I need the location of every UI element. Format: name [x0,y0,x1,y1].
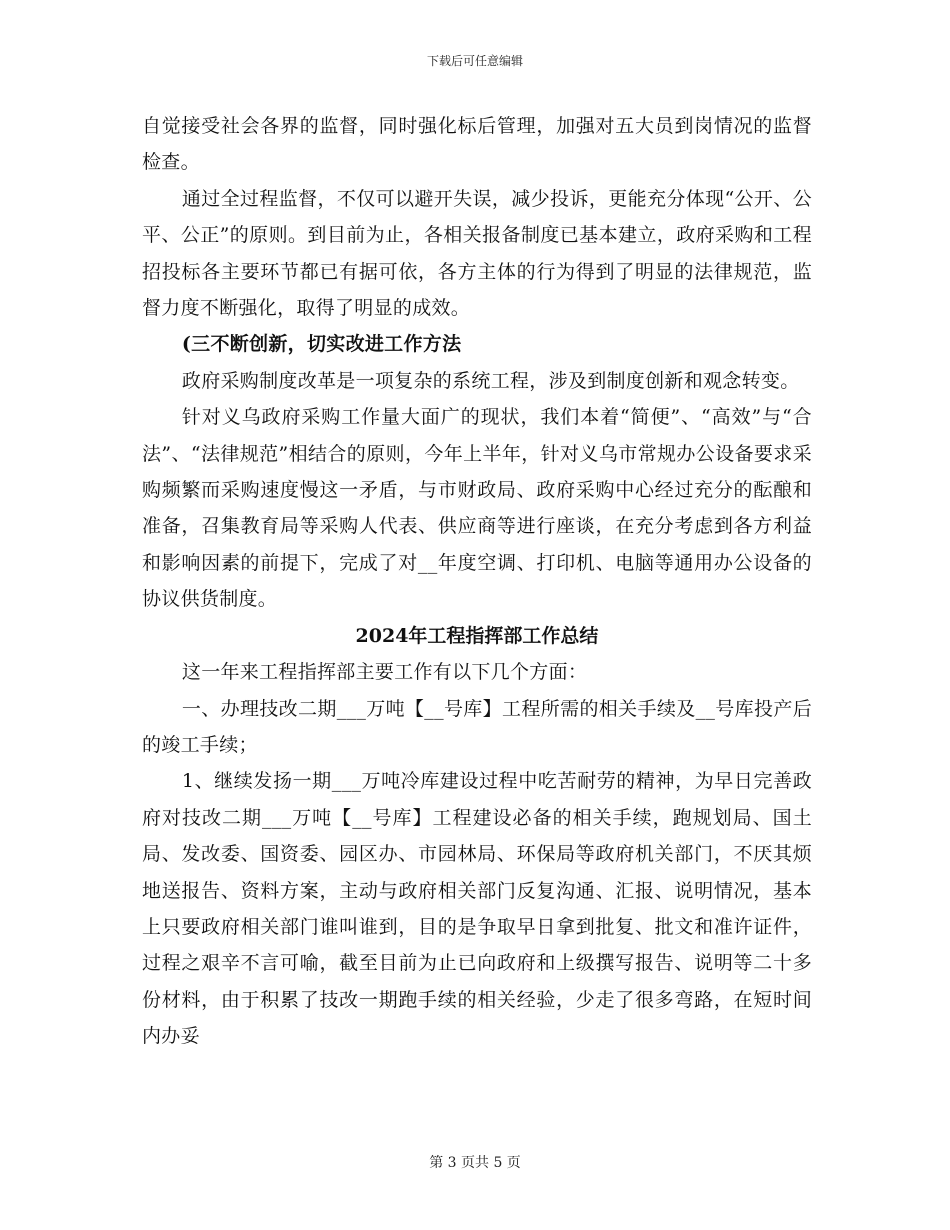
paragraph-supervision: 自觉接受社会各界的监督，同时强化标后管理，加强对五大员到岗情况的监督检查。 [142,115,812,174]
paragraph-yiwu-procurement: 针对义乌政府采购工作量大面广的现状，我们本着“简便”、“高效”与“合法”、“法律规范”相结合的原则，今年上半年，针对义乌市常规办公设备要求采购频繁而采购速度慢这一矛盾，与市财政局、政府采购中心经过充分的酝酿和准备，召集教育局等采购人代表、供应商等进行座谈，在充分考虑到各方利益和影响因素的前提下，完成了对__年度空调、打印机、电脑等通用办公设备的协议供货制度。 [142,406,812,611]
page-header: 下载后可任意编辑 [426,54,523,68]
paragraph-item-one: 一、办理技改二期___万吨【__号库】工程所需的相关手续及__号库投产后的竣工手续； [142,697,812,756]
page-footer: 第 3 页共 5 页 [429,1155,521,1171]
paragraph-sub-item-one: 1、继续发扬一期___万吨冷库建设过程中吃苦耐劳的精神，为早日完善政府对技改二期___万吨【__号库】工程建设必备的相关手续，跑规划局、国土局、发改委、国资委、园区办、市园林局、环保局等政府机关部门，不厌其烦地送报告、资料方案，主动与政府相关部门反复沟通、汇报、说明情况，基本上只要政府相关部门谁叫谁到，目的是争取早日拿到批复、批文和准许证件，过程之艰辛不言可喻，截至目前为止已向政府和上级撰写报告、说明等二十多份材料，由于积累了技改一期跑手续的相关经验，少走了很多弯路，在短时间内办妥 [142,770,812,1048]
paragraph-process-supervision: 通过全过程监督，不仅可以避开失误，减少投诉，更能充分体现“公开、公平、公正”的原则。到目前为止，各相关报备制度已基本建立，政府采购和工程招投标各主要环节都已有据可依，各方主体的行为得到了明显的法律规范，监督力度不断强化，取得了明显的成效。 [142,187,812,320]
paragraph-intro: 这一年来工程指挥部主要工作有以下几个方面： [181,661,588,684]
paragraph-reform: 政府采购制度改革是一项复杂的系统工程，涉及到制度创新和观念转变。 [181,369,800,392]
document-title: 2024年工程指挥部工作总结 [355,624,599,647]
document-body [142,108,812,1055]
section-heading-innovation: (三不断创新，切实改进工作方法 [181,333,462,356]
